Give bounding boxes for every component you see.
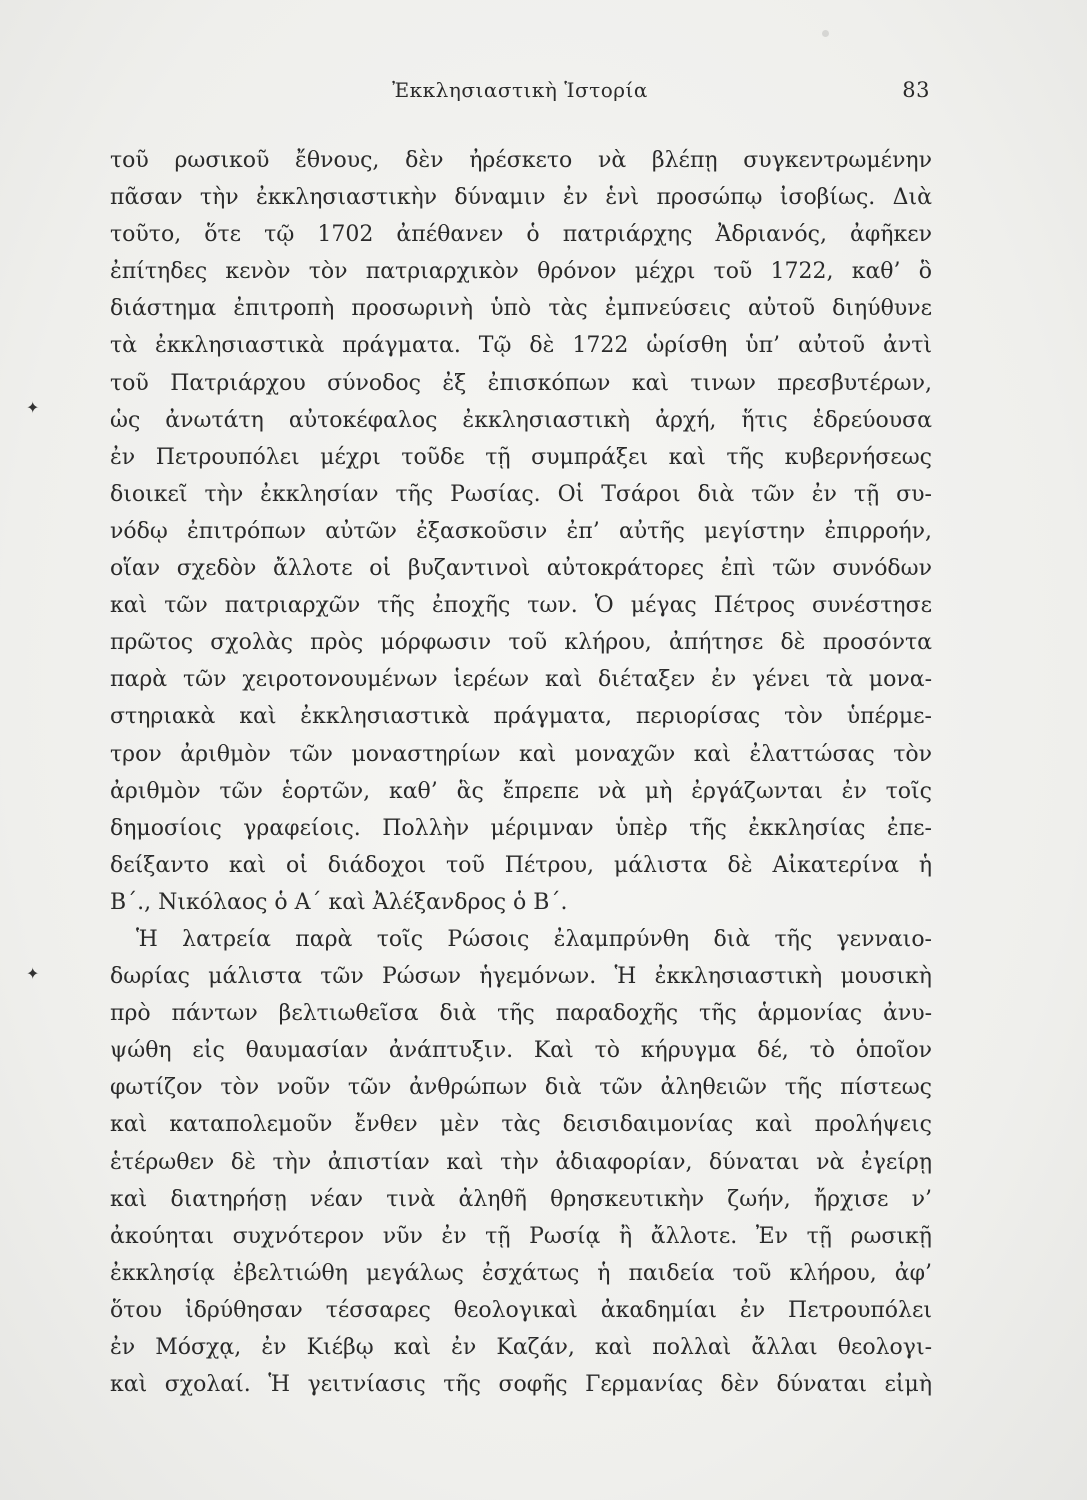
margin-mark: ✦ bbox=[26, 398, 40, 417]
text-line: διοικεῖ τὴν ἐκκλησίαν τῆς Ρωσίας. Οἱ Τσάροι διὰ τῶν ἐν τῇ συ- bbox=[110, 481, 932, 507]
text-line: ἐν Μόσχᾳ, ἐν Κιέβῳ καὶ ἐν Καζάν, καὶ πολλαὶ ἄλλαι θεολογι- bbox=[110, 1335, 932, 1360]
running-header bbox=[110, 78, 930, 112]
text-line: τοῦ Πατριάρχου σύνοδος ἐξ ἐπισκόπων καὶ τινων πρεσβυτέρων, bbox=[110, 370, 932, 396]
text-line: πᾶσαν τὴν ἐκκλησιαστικὴν δύναμιν ἐν ἑνὶ προσώπῳ ἰσοβίως. Διὰ bbox=[110, 185, 932, 211]
text-line: ὡς ἀνωτάτη αὐτοκέφαλος ἐκκλησιαστικὴ ἀρχή, ἥτις ἑδρεύουσα bbox=[110, 407, 932, 433]
text-line: δείξαντο καὶ οἱ διάδοχοι τοῦ Πέτρου, μάλιστα δὲ Αἰκατερίνα ἡ bbox=[110, 852, 932, 878]
text-line: ἐκκλησίᾳ ἐβελτιώθη μεγάλως ἐσχάτως ἡ παιδεία τοῦ κλήρου, ἀφ’ bbox=[110, 1260, 932, 1286]
text-line: διάστημα ἐπιτροπὴ προσωρινὴ ὑπὸ τὰς ἐμπνεύσεις αὐτοῦ διηύθυνε bbox=[110, 296, 932, 322]
text-line: πρῶτος σχολὰς πρὸς μόρφωσιν τοῦ κλήρου, ἀπήτησε δὲ προσόντα bbox=[110, 630, 932, 656]
page-number: 83 bbox=[902, 78, 930, 102]
text-line: φωτίζον τὸν νοῦν τῶν ἀνθρώπων διὰ τῶν ἀληθειῶν τῆς πίστεως bbox=[110, 1075, 932, 1101]
text-line: τοῦτο, ὅτε τῷ 1702 ἀπέθανεν ὁ πατριάρχης Ἀδριανός, ἀφῆκεν bbox=[110, 222, 932, 248]
text-line: δωρίας μάλιστα τῶν Ρώσων ἡγεμόνων. Ἡ ἐκκλησιαστικὴ μουσικὴ bbox=[110, 964, 932, 990]
text-line: νόδῳ ἐπιτρόπων αὐτῶν ἐξασκοῦσιν ἐπ’ αὐτῆς μεγίστην ἐπιρροήν, bbox=[110, 518, 932, 544]
text-line: καὶ τῶν πατριαρχῶν τῆς ἐποχῆς των. Ὁ μέγας Πέτρος συνέστησε bbox=[110, 593, 932, 619]
text-line: ἑτέρωθεν δὲ τὴν ἀπιστίαν καὶ τὴν ἀδιαφορίαν, δύναται νὰ ἐγείρῃ bbox=[110, 1149, 932, 1175]
text-line: ἀριθμὸν τῶν ἑορτῶν, καθ’ ἃς ἔπρεπε νὰ μὴ ἐργάζωνται ἐν τοῖς bbox=[110, 778, 932, 804]
text-line: ἐπίτηδες κενὸν τὸν πατριαρχικὸν θρόνον μέχρι τοῦ 1722, καθ’ ὃ bbox=[110, 259, 932, 285]
margin-mark: ✦ bbox=[26, 964, 40, 983]
text-line: στηριακὰ καὶ ἐκκλησιαστικὰ πράγματα, περιορίσας τὸν ὑπέρμε- bbox=[110, 704, 932, 730]
paper-speck bbox=[822, 30, 829, 37]
text-line: οἵαν σχεδὸν ἄλλοτε οἱ βυζαντινοὶ αὐτοκράτορες ἐπὶ τῶν συνόδων bbox=[110, 556, 932, 582]
text-line: δημοσίοις γραφείοις. Πολλὴν μέριμναν ὑπὲρ τῆς ἐκκλησίας ἐπε- bbox=[110, 815, 932, 841]
text-line: Β΄., Νικόλαος ὁ Α΄ καὶ Ἀλέξανδρος ὁ Β΄. bbox=[110, 889, 568, 915]
text-line: τοῦ ρωσικοῦ ἔθνους, δὲν ἠρέσκετο νὰ βλέπῃ συγκεντρωμένην bbox=[110, 148, 932, 173]
text-line: ὅτου ἱδρύθησαν τέσσαρες θεολογικαὶ ἀκαδημίαι ἐν Πετρουπόλει bbox=[110, 1297, 932, 1323]
text-line: πρὸ πάντων βελτιωθεῖσα διὰ τῆς παραδοχῆς τῆς ἁρμονίας ἀνυ- bbox=[110, 1001, 932, 1027]
text-line: τὰ ἐκκλησιαστικὰ πράγματα. Τῷ δὲ 1722 ὡρίσθη ὑπ’ αὐτοῦ ἀντὶ bbox=[110, 333, 932, 359]
text-line: τρον ἀριθμὸν τῶν μοναστηρίων καὶ μοναχῶν καὶ ἐλαττώσας τὸν bbox=[110, 741, 932, 767]
text-line: καὶ καταπολεμοῦν ἔνθεν μὲν τὰς δεισιδαιμονίας καὶ προλήψεις bbox=[110, 1112, 932, 1138]
text-line: Ἡ λατρεία παρὰ τοῖς Ρώσοις ἐλαμπρύνθη διὰ τῆς γενναιο- bbox=[136, 926, 932, 952]
text-line: παρὰ τῶν χειροτονουμένων ἱερέων καὶ διέταξεν ἐν γένει τὰ μονα- bbox=[110, 667, 932, 693]
text-line: ἀκούηται συχνότερον νῦν ἐν τῇ Ρωσίᾳ ἢ ἄλλοτε. Ἐν τῇ ρωσικῇ bbox=[110, 1223, 932, 1249]
text-line: ἐν Πετρουπόλει μέχρι τοῦδε τῇ συμπράξει καὶ τῆς κυβερνήσεως bbox=[110, 444, 932, 470]
text-line: καὶ σχολαί. Ἡ γειτνίασις τῆς σοφῆς Γερμανίας δὲν δύναται εἰμὴ bbox=[110, 1372, 932, 1398]
text-line: ψώθη εἰς θαυμασίαν ἀνάπτυξιν. Καὶ τὸ κήρυγμα δέ, τὸ ὁποῖον bbox=[110, 1038, 932, 1064]
body-text bbox=[110, 142, 932, 1403]
running-title: Ἐκκλησιαστικὴ Ἱστορία bbox=[392, 78, 648, 102]
text-line: καὶ διατηρήσῃ νέαν τινὰ ἀληθῆ θρησκευτικὴν ζωήν, ἤρχισε ν’ bbox=[110, 1186, 932, 1212]
